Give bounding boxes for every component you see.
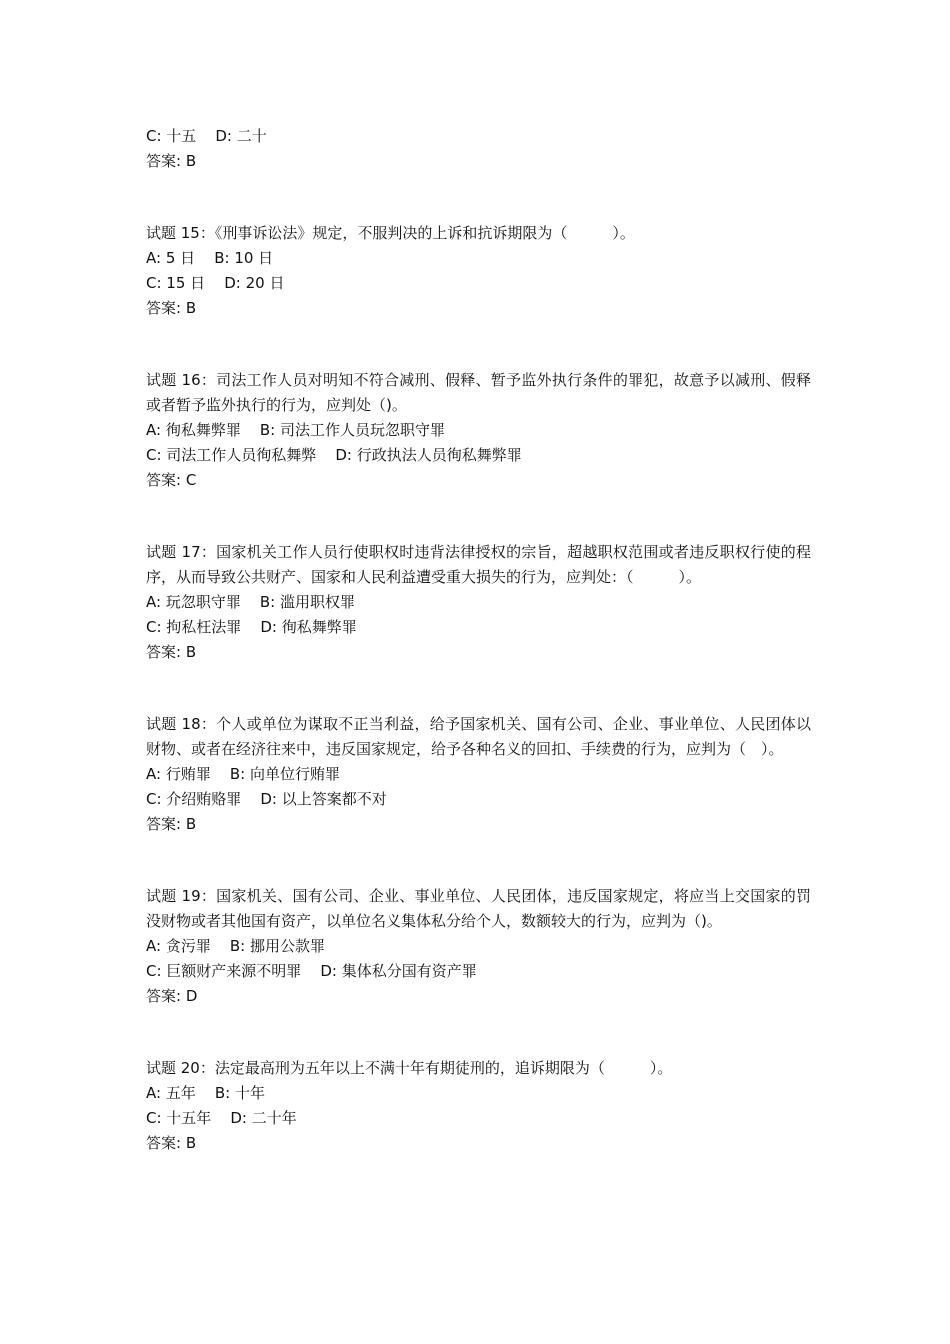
- question-text: 试题 20：法定最高刑为五年以上不满十年有期徒刑的，追诉期限为（ ）。: [146, 1059, 673, 1077]
- question-16: [146, 368, 811, 493]
- question-text: 试题 16：司法工作人员对明知不符合减刑、假释、暂予监外执行条件的罪犯，故意予以减刑、假释或者暂予监外执行的行为，应判处（)。: [146, 371, 811, 414]
- options-cd: C: 15 日 D: 20 日: [146, 274, 285, 292]
- exam-page: [146, 124, 811, 1156]
- options-cd: C: 十五年 D: 二十年: [146, 1109, 297, 1127]
- question-fragment: [146, 124, 811, 174]
- options-ab: A: 五年 B: 十年: [146, 1084, 266, 1102]
- question-15: [146, 221, 811, 321]
- question-text: 试题 17：国家机关工作人员行使职权时违背法律授权的宗旨，超越职权范围或者违反职权行使的程序，从而导致公共财产、国家和人民利益遭受重大损失的行为，应判处：（ ）。: [146, 543, 811, 586]
- options-ab: A: 贪污罪 B: 挪用公款罪: [146, 937, 326, 955]
- options-ab: A: 5 日 B: 10 日: [146, 249, 274, 267]
- question-19: [146, 884, 811, 1009]
- answer: 答案: B: [146, 815, 197, 833]
- question-17: [146, 540, 811, 665]
- question-text: 试题 19：国家机关、国有公司、企业、事业单位、人民团体，违反国家规定，将应当上交国家的罚没财物或者其他国有资产，以单位名义集体私分给个人，数额较大的行为，应判为（)。: [146, 887, 811, 930]
- options-ab: A: 玩忽职守罪 B: 滥用职权罪: [146, 593, 356, 611]
- answer: 答案: C: [146, 471, 197, 489]
- question-text: 试题 18：个人或单位为谋取不正当利益，给予国家机关、国有公司、企业、事业单位、人民团体以财物、或者在经济往来中，违反国家规定，给予各种名义的回扣、手续费的行为，应判为（ ）。: [146, 715, 811, 758]
- options-cd: C: 拘私枉法罪 D: 徇私舞弊罪: [146, 618, 357, 636]
- options-cd: C: 巨额财产来源不明罪 D: 集体私分国有资产罪: [146, 962, 477, 980]
- answer: 答案: B: [146, 643, 197, 661]
- answer: 答案: B: [146, 152, 197, 170]
- options-cd: C: 十五 D: 二十: [146, 127, 267, 145]
- answer: 答案: B: [146, 299, 197, 317]
- options-cd: C: 介绍贿赂罪 D: 以上答案都不对: [146, 790, 387, 808]
- options-ab: A: 徇私舞弊罪 B: 司法工作人员玩忽职守罪: [146, 421, 446, 439]
- options-ab: A: 行贿罪 B: 向单位行贿罪: [146, 765, 341, 783]
- question-text: 试题 15：《刑事诉讼法》规定，不服判决的上诉和抗诉期限为（ ）。: [146, 224, 635, 242]
- question-18: [146, 712, 811, 837]
- answer: 答案: D: [146, 987, 198, 1005]
- options-cd: C: 司法工作人员徇私舞弊 D: 行政执法人员徇私舞弊罪: [146, 446, 522, 464]
- answer: 答案: B: [146, 1134, 197, 1152]
- question-20: [146, 1056, 811, 1156]
